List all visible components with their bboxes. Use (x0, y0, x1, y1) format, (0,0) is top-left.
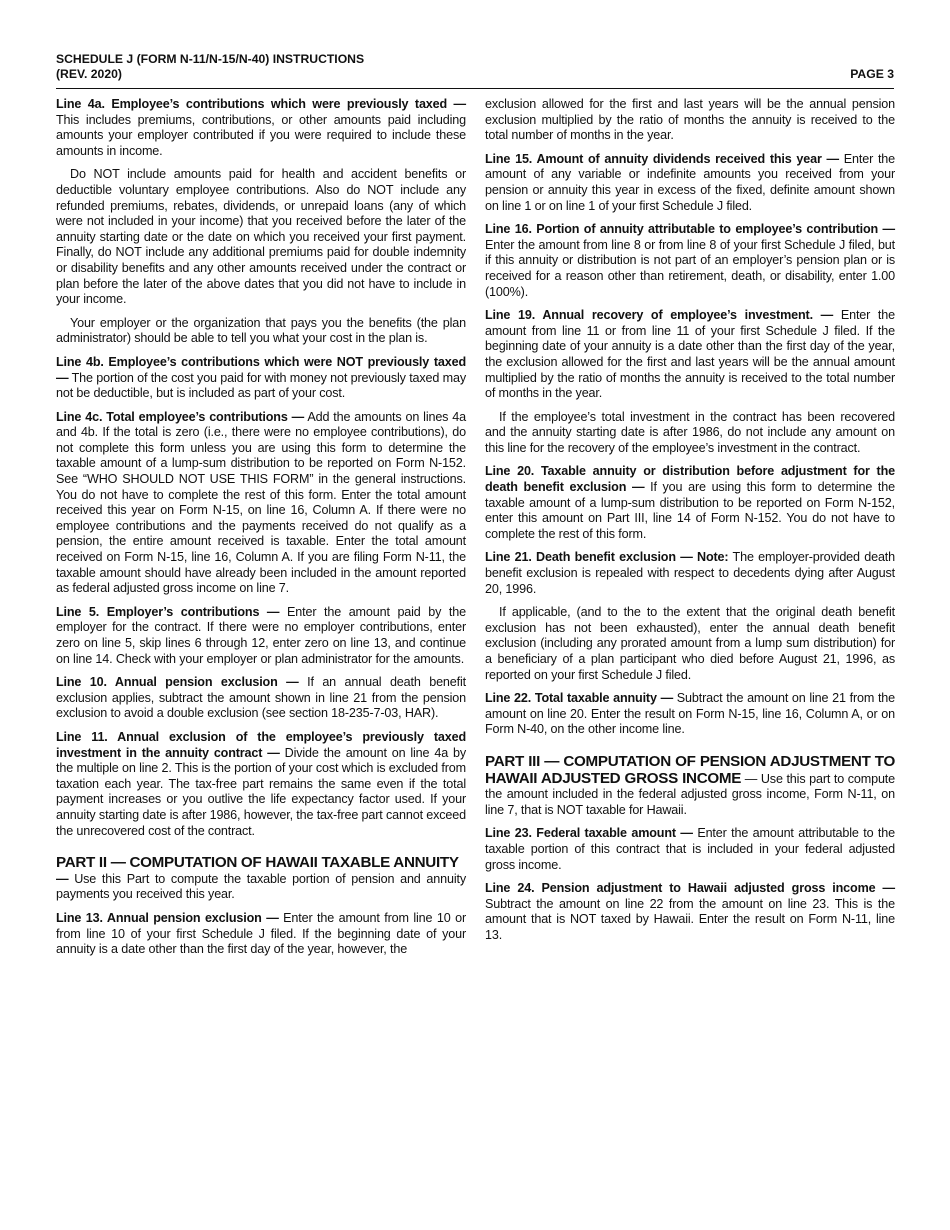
line-5-paragraph (56, 605, 466, 667)
page-header (56, 52, 894, 89)
line-4a-text: This includes premiums, contributions, or other amounts paid including amounts your employer contributed if you were required to include these amounts in income. (56, 112, 466, 158)
line-10-heading: Line 10. Annual pension exclusion — (56, 675, 299, 690)
line-5-heading: Line 5. Employer’s contributions — (56, 604, 280, 619)
part-2-heading: PART II — COMPUTATION OF HAWAII TAXABLE ANNUITY (56, 854, 459, 872)
form-title-line1: SCHEDULE J (FORM N-11/N-15/N-40) INSTRUCTIONS (56, 52, 365, 66)
line-5-text: Enter the amount paid by the employer for the contract. If there were no employer contributions, enter zero on line 5, skip lines 6 through 12, enter zero on line 13, and continue on line 14. Check with your employer or plan administrator for the amounts. (56, 604, 466, 666)
page-number: PAGE 3 (850, 67, 894, 81)
form-title-line2: (REV. 2020) (56, 67, 122, 81)
line-11-heading: Line 11. Annual exclusion of the employee’s previously taxed investment in the annuity contract — (56, 729, 466, 760)
line-16-paragraph (485, 222, 895, 300)
line-4a-paragraph-2: Do NOT include amounts paid for health and accident benefits or deductible voluntary employee contributions. Also do NOT include any refunded premiums, rebates, dividends, or unrepaid loans (any of which were not included in your income) that you received before the later of the annuity starting date or the date on which you received your first payment. Finally, do NOT include any additional premiums paid for double indemnity or disability benefits and any other amounts received under the contract or plan before the later of the above dates that you did not have to include in your income. (56, 167, 466, 307)
part-2-dash: — (56, 871, 69, 886)
line-15-heading: Line 15. Amount of annuity dividends received this year — (485, 151, 839, 166)
line-21-heading: Line 21. Death benefit exclusion — Note: (485, 550, 729, 565)
line-16-heading: Line 16. Portion of annuity attributable to employee’s contribution — (485, 222, 895, 237)
line-4b-text: The portion of the cost you paid for with money not previously taxed may not be deductible, but is included as part of your cost. (56, 370, 466, 401)
line-4a-paragraph-3: Your employer or the organization that pays you the benefits (the plan administrator) should be able to tell you what your cost in the plan is. (56, 315, 466, 346)
line-10-text: If an annual death benefit exclusion applies, subtract the amount shown in line 21 from the pension exclusion to avoid a double exclusion (see section 18-235-7-03, HAR). (56, 675, 466, 721)
line-15-paragraph (485, 152, 895, 214)
line-4a-heading: Line 4a. Employee’s contributions which were previously taxed — (56, 97, 466, 111)
line-16-text: Enter the amount from line 8 or from line 8 of your first Schedule J filed, but if this annuity or distribution is not part of an employer’s pension plan or is received for a reason other than retirement, death, or disability, enter 1.00 (100%). (485, 237, 895, 299)
line-24-heading: Line 24. Pension adjustment to Hawaii adjusted gross income — (485, 881, 895, 896)
line-23-text: Enter the amount attributable to the taxable portion of this contract that is included in your federal adjusted gross income. (485, 826, 895, 872)
form-title (56, 52, 364, 82)
line-15-text: Enter the amount of any variable or indefinite amounts you received from your pension or annuity this year in excess of the fixed, definite amount shown on line 1 or on line 1 of your first Schedule J filed. (485, 151, 895, 213)
part-2-paragraph (56, 855, 466, 903)
line-22-paragraph (485, 691, 895, 738)
line-11-paragraph (56, 730, 466, 839)
line-20-heading: Line 20. Taxable annuity or distribution before adjustment for the death benefit exclusion — (485, 464, 895, 495)
line-13-paragraph (56, 911, 466, 958)
part-3-paragraph (485, 754, 895, 818)
line-4b-paragraph (56, 355, 466, 402)
line-22-text: Subtract the amount on line 21 from the amount on line 20. Enter the result on Form N-15, line 16, Column A, or on Form N-40, on the other income line. (485, 691, 895, 737)
right-column (485, 97, 895, 952)
line-13-continuation: exclusion allowed for the first and last years will be the annual pension exclusion multiplied by the ratio of months the annuity is received to the total number of months in the year. (485, 97, 895, 143)
line-11-text: Divide the amount on line 4a by the multiple on line 2. This is the portion of your cost which is excluded from taxation each year. The tax-free part remains the same even if the total payment increases or you outlive the life expectancy factor used. If your annuity starting date is after 1986, however, the tax-free part cannot exceed the unrecovered cost of the contract. (56, 745, 466, 838)
line-19-paragraph (485, 308, 895, 402)
line-13-text: Enter the amount from line 10 or from line 10 of your first Schedule J filed. If the beginning date of your annuity is a date other than the first day of the year, however, the (56, 910, 466, 957)
line-22-heading: Line 22. Total taxable annuity — (485, 691, 674, 706)
line-4c-paragraph (56, 410, 466, 597)
line-4a-paragraph (56, 97, 466, 159)
part-3-text: — Use this part to compute the amount included in the federal adjusted gross income, Form N-11, on line 7, that is NOT taxable for Hawaii. (485, 771, 895, 817)
part-3-heading: PART III — COMPUTATION OF PENSION ADJUSTMENT TO HAWAII ADJUSTED GROSS INCOME (485, 752, 895, 787)
line-4c-text: Add the amounts on lines 4a and 4b. If the total is zero (i.e., there were no employee contributions), do not complete this form unless you are using this form to determine the taxable amount of a lump-sum distribution to be reported on Form N-152. See “WHO SHOULD NOT USE THIS FORM” in the general instructions. You do not have to complete the rest of this form. Enter the total amount received this year on Form N-15, on line 16, Column A. If there were no employee contributions and the payments received do not qualify as a pension, the entire amount received is taxable. Enter the total amount received on Form N-15, line 16, Column A. If you are filing Form N-11, the taxable amount should have already been included in the amount reported as federal adjusted gross income on line 7. (56, 409, 466, 596)
left-column (56, 97, 466, 966)
line-4b-heading: Line 4b. Employee’s contributions which were NOT previously taxed — (56, 354, 466, 385)
line-19-heading: Line 19. Annual recovery of employee’s investment. — (485, 308, 834, 323)
line-19-text: Enter the amount from line 11 or from line 11 of your first Schedule J filed. If the beginning date of your annuity is a date other than the first day of the year, the exclusion allowed for the first and last years will be the annual amount multiplied by the ratio of months the annuity is received to the total number of months in the year. (485, 308, 895, 401)
line-13-heading: Line 13. Annual pension exclusion — (56, 910, 279, 925)
line-21-paragraph-2: If applicable, (and to the to the extent that the original death benefit exclusion has not been exhausted), enter the annual death benefit exclusion (including any prorated amount from a lump sum distribution) for a beneficiary of a plan participant who died before August 21, 1996, as reported on your first Schedule J filed. (485, 605, 895, 682)
line-20-text: If you are using this form to determine the taxable amount of a lump-sum distribution to be reported on Form N-152, enter this amount on Part III, line 14 of Form N-152. You do not have to complete the rest of this form. (485, 480, 895, 541)
line-4c-heading: Line 4c. Total employee’s contributions — (56, 409, 305, 424)
line-23-heading: Line 23. Federal taxable amount — (485, 826, 693, 841)
line-19-paragraph-2: If the employee’s total investment in the contract has been recovered and the annuity starting date is after 1986, do not include any amount on this line for the recovery of the employee’s investment in the contract. (485, 409, 895, 455)
line-24-paragraph (485, 881, 895, 943)
part-2-text: Use this Part to compute the taxable portion of pension and annuity payments you received this year. (56, 871, 466, 902)
line-21-text: The employer-provided death benefit exclusion is repealed with respect to decedents dying after August 20, 1996. (485, 550, 895, 596)
line-10-paragraph (56, 675, 466, 722)
line-21-paragraph (485, 550, 895, 597)
line-23-paragraph (485, 826, 895, 873)
line-24-text: Subtract the amount on line 22 from the amount on line 23. This is the amount that is NOT taxed by Hawaii. Enter the result on Form N-11, line 13. (485, 896, 895, 942)
line-20-paragraph (485, 464, 895, 542)
